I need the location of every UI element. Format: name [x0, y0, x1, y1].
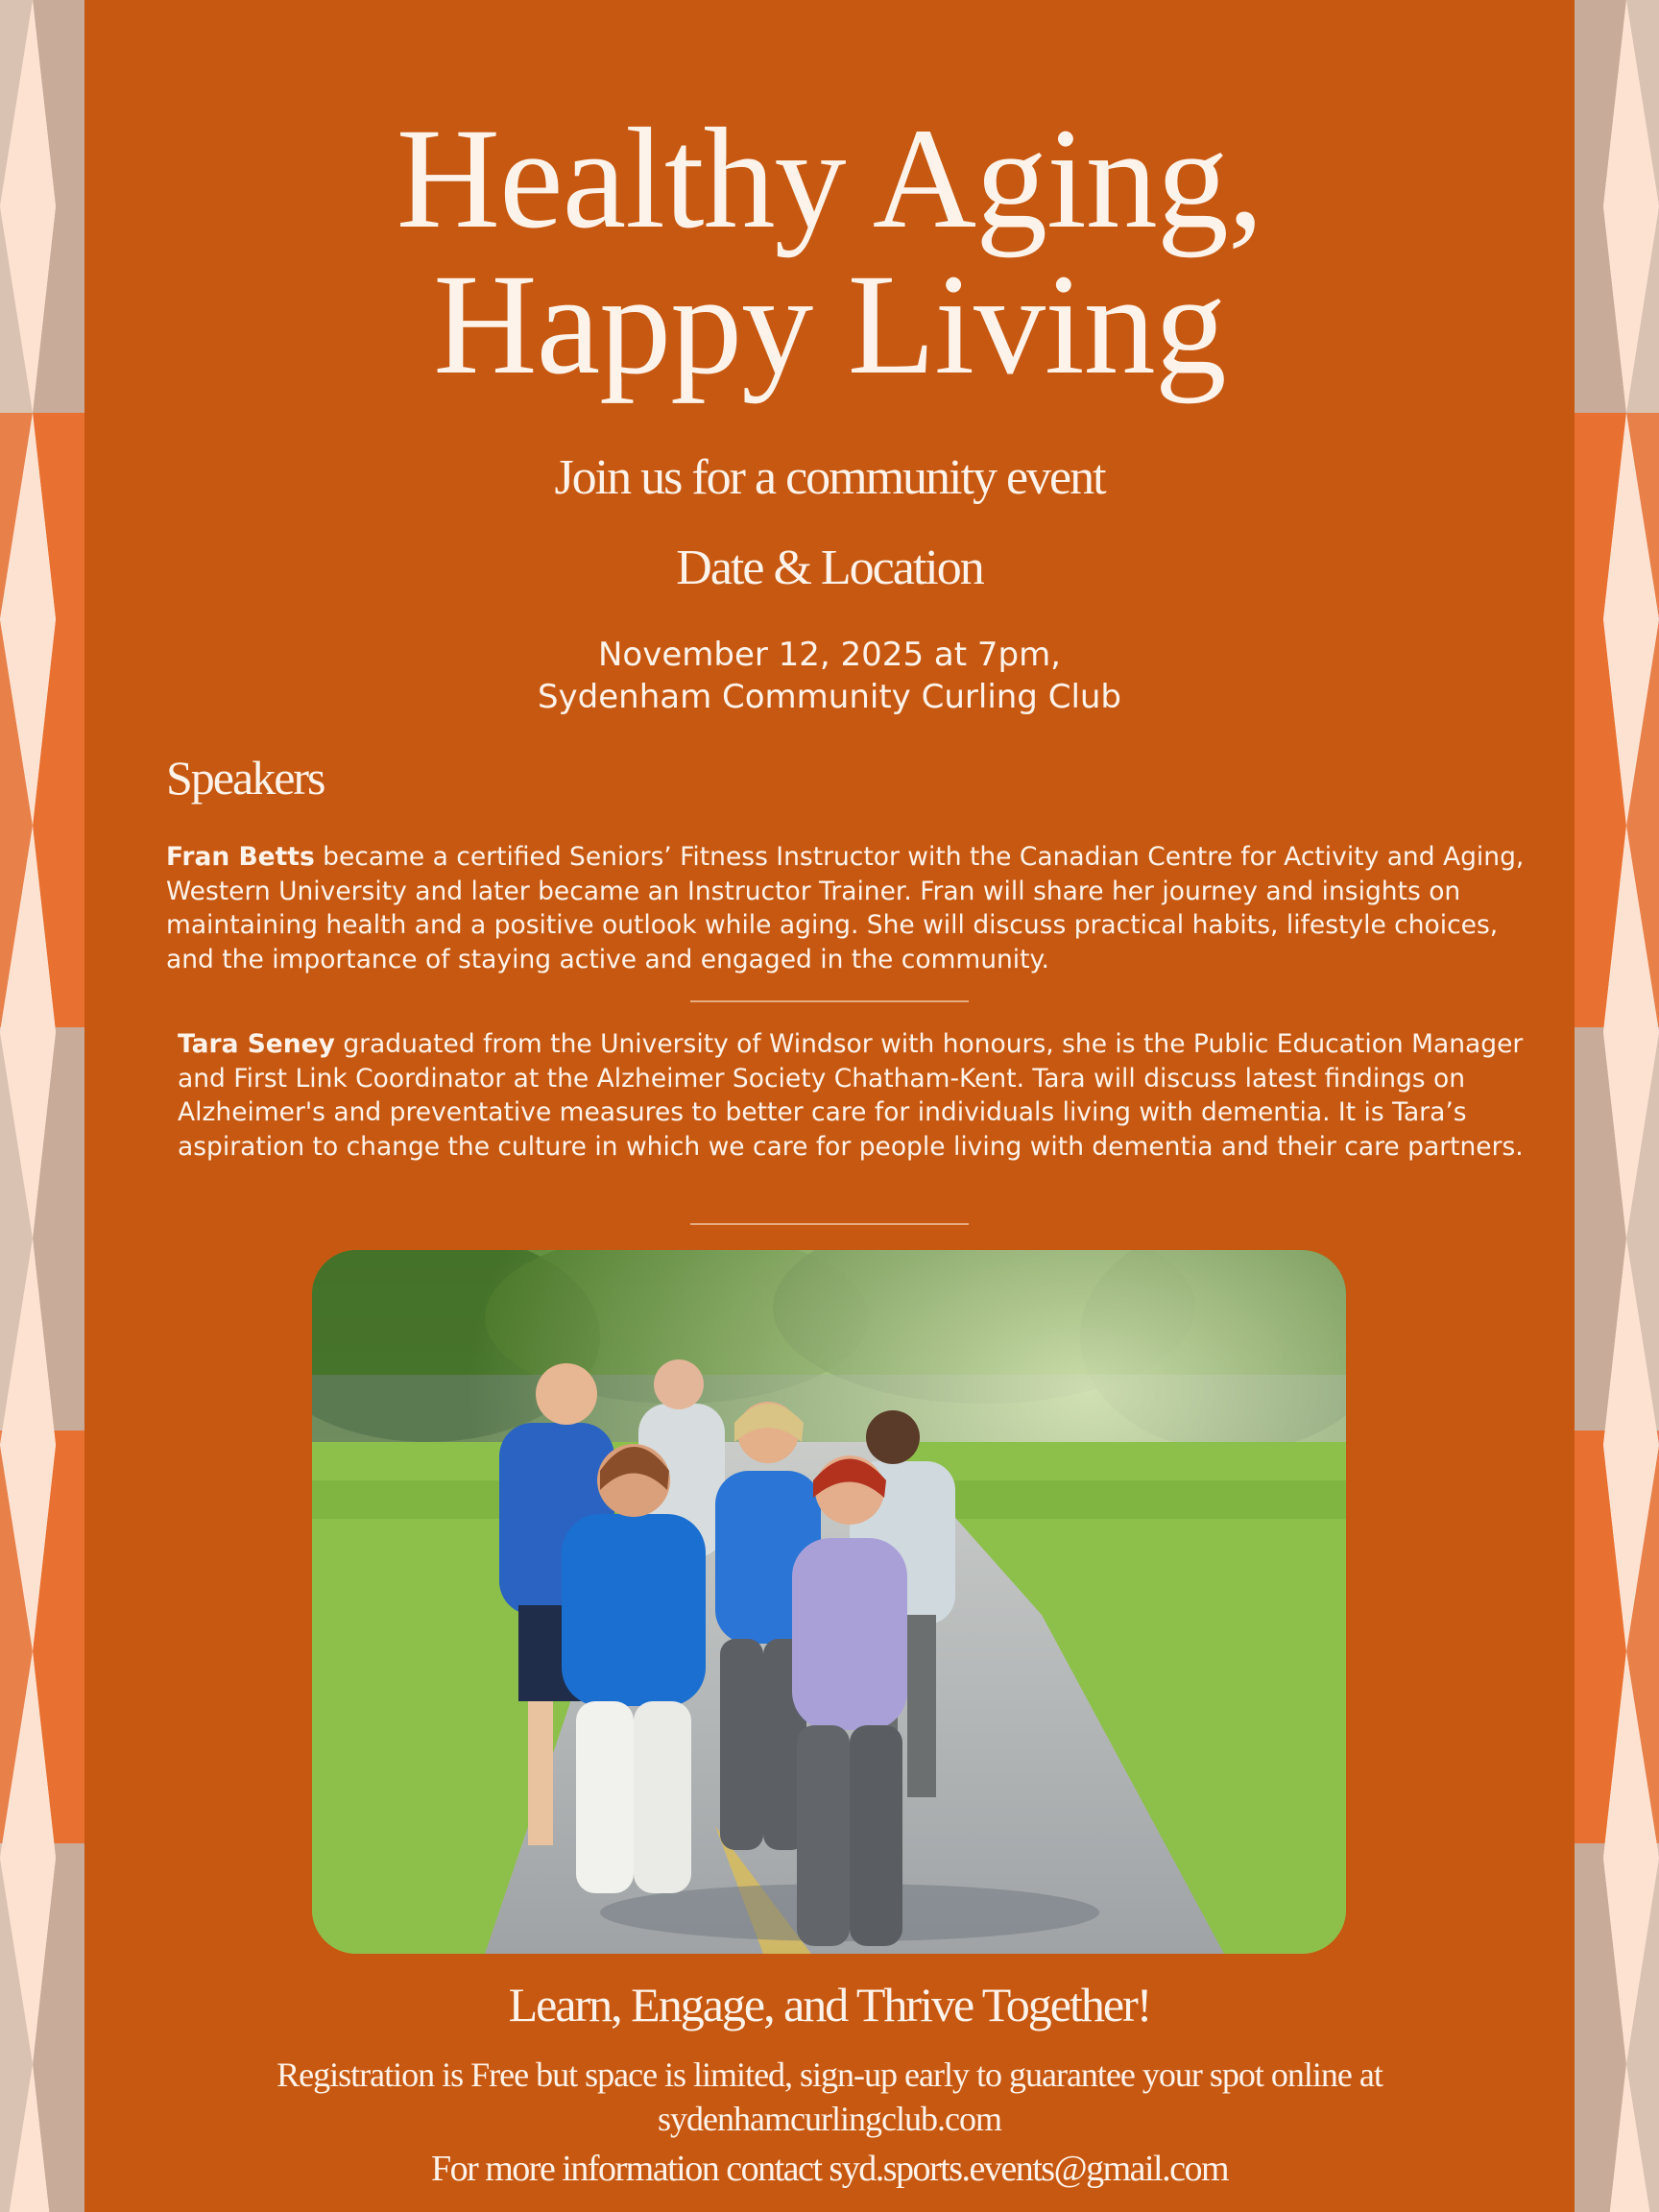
- seniors-walking-photo: [312, 1250, 1346, 1954]
- registration-info: [84, 2053, 1575, 2141]
- poster-title: [84, 99, 1575, 404]
- speakers-heading: Speakers: [166, 751, 325, 805]
- left-diamond-pattern: [0, 0, 84, 2212]
- speaker-bio-tara-seney: [178, 1027, 1541, 1164]
- divider-line: [690, 1223, 969, 1225]
- event-date: November 12, 2025 at 7pm,: [597, 636, 1061, 674]
- event-details: [84, 634, 1575, 718]
- title-line-1: Healthy Aging,: [396, 99, 1263, 258]
- contact-info: For more information contact syd.sports.events@gmail.com: [430, 2149, 1229, 2189]
- speaker-description: became a certified Seniors’ Fitness Instructor with the Canadian Centre for Activity and Aging, Western University and later became an Instructor Trainer. Fran will share her journey and insights on maintaining health and a positive outlook while aging. She will discuss practical habits, lifestyle choices, and the importance of staying active and engaged in the community.: [166, 842, 1525, 974]
- speaker-description: graduated from the University of Windsor with honours, she is the Public Education Manager and First Link Coordinator at the Alzheimer Society Chatham-Kent. Tara will discuss latest findings on Alzheimer's and preventative measures to better care for individuals living with dementia. It is Tara’s aspiration to change the culture in which we care for people living with dementia and their care partners.: [178, 1029, 1524, 1162]
- tagline: Learn, Engage, and Thrive Together!: [508, 1978, 1151, 2032]
- right-diamond-pattern: [1575, 0, 1659, 2212]
- speaker-name: Tara Seney: [178, 1029, 335, 1059]
- speaker-bio-fran-betts: [166, 840, 1529, 976]
- title-line-2: Happy Living: [433, 245, 1226, 404]
- registration-website: sydenhamcurlingclub.com: [658, 2100, 1001, 2138]
- event-location: Sydenham Community Curling Club: [537, 678, 1122, 716]
- registration-text: Registration is Free but space is limited, sign-up early to guarantee your spot online at: [276, 2056, 1382, 2094]
- event-subtitle: Join us for a community event: [554, 450, 1105, 505]
- speaker-name: Fran Betts: [166, 842, 315, 872]
- date-location-heading: Date & Location: [676, 541, 983, 595]
- divider-line: [690, 1000, 969, 1002]
- poster-panel: [84, 0, 1575, 2212]
